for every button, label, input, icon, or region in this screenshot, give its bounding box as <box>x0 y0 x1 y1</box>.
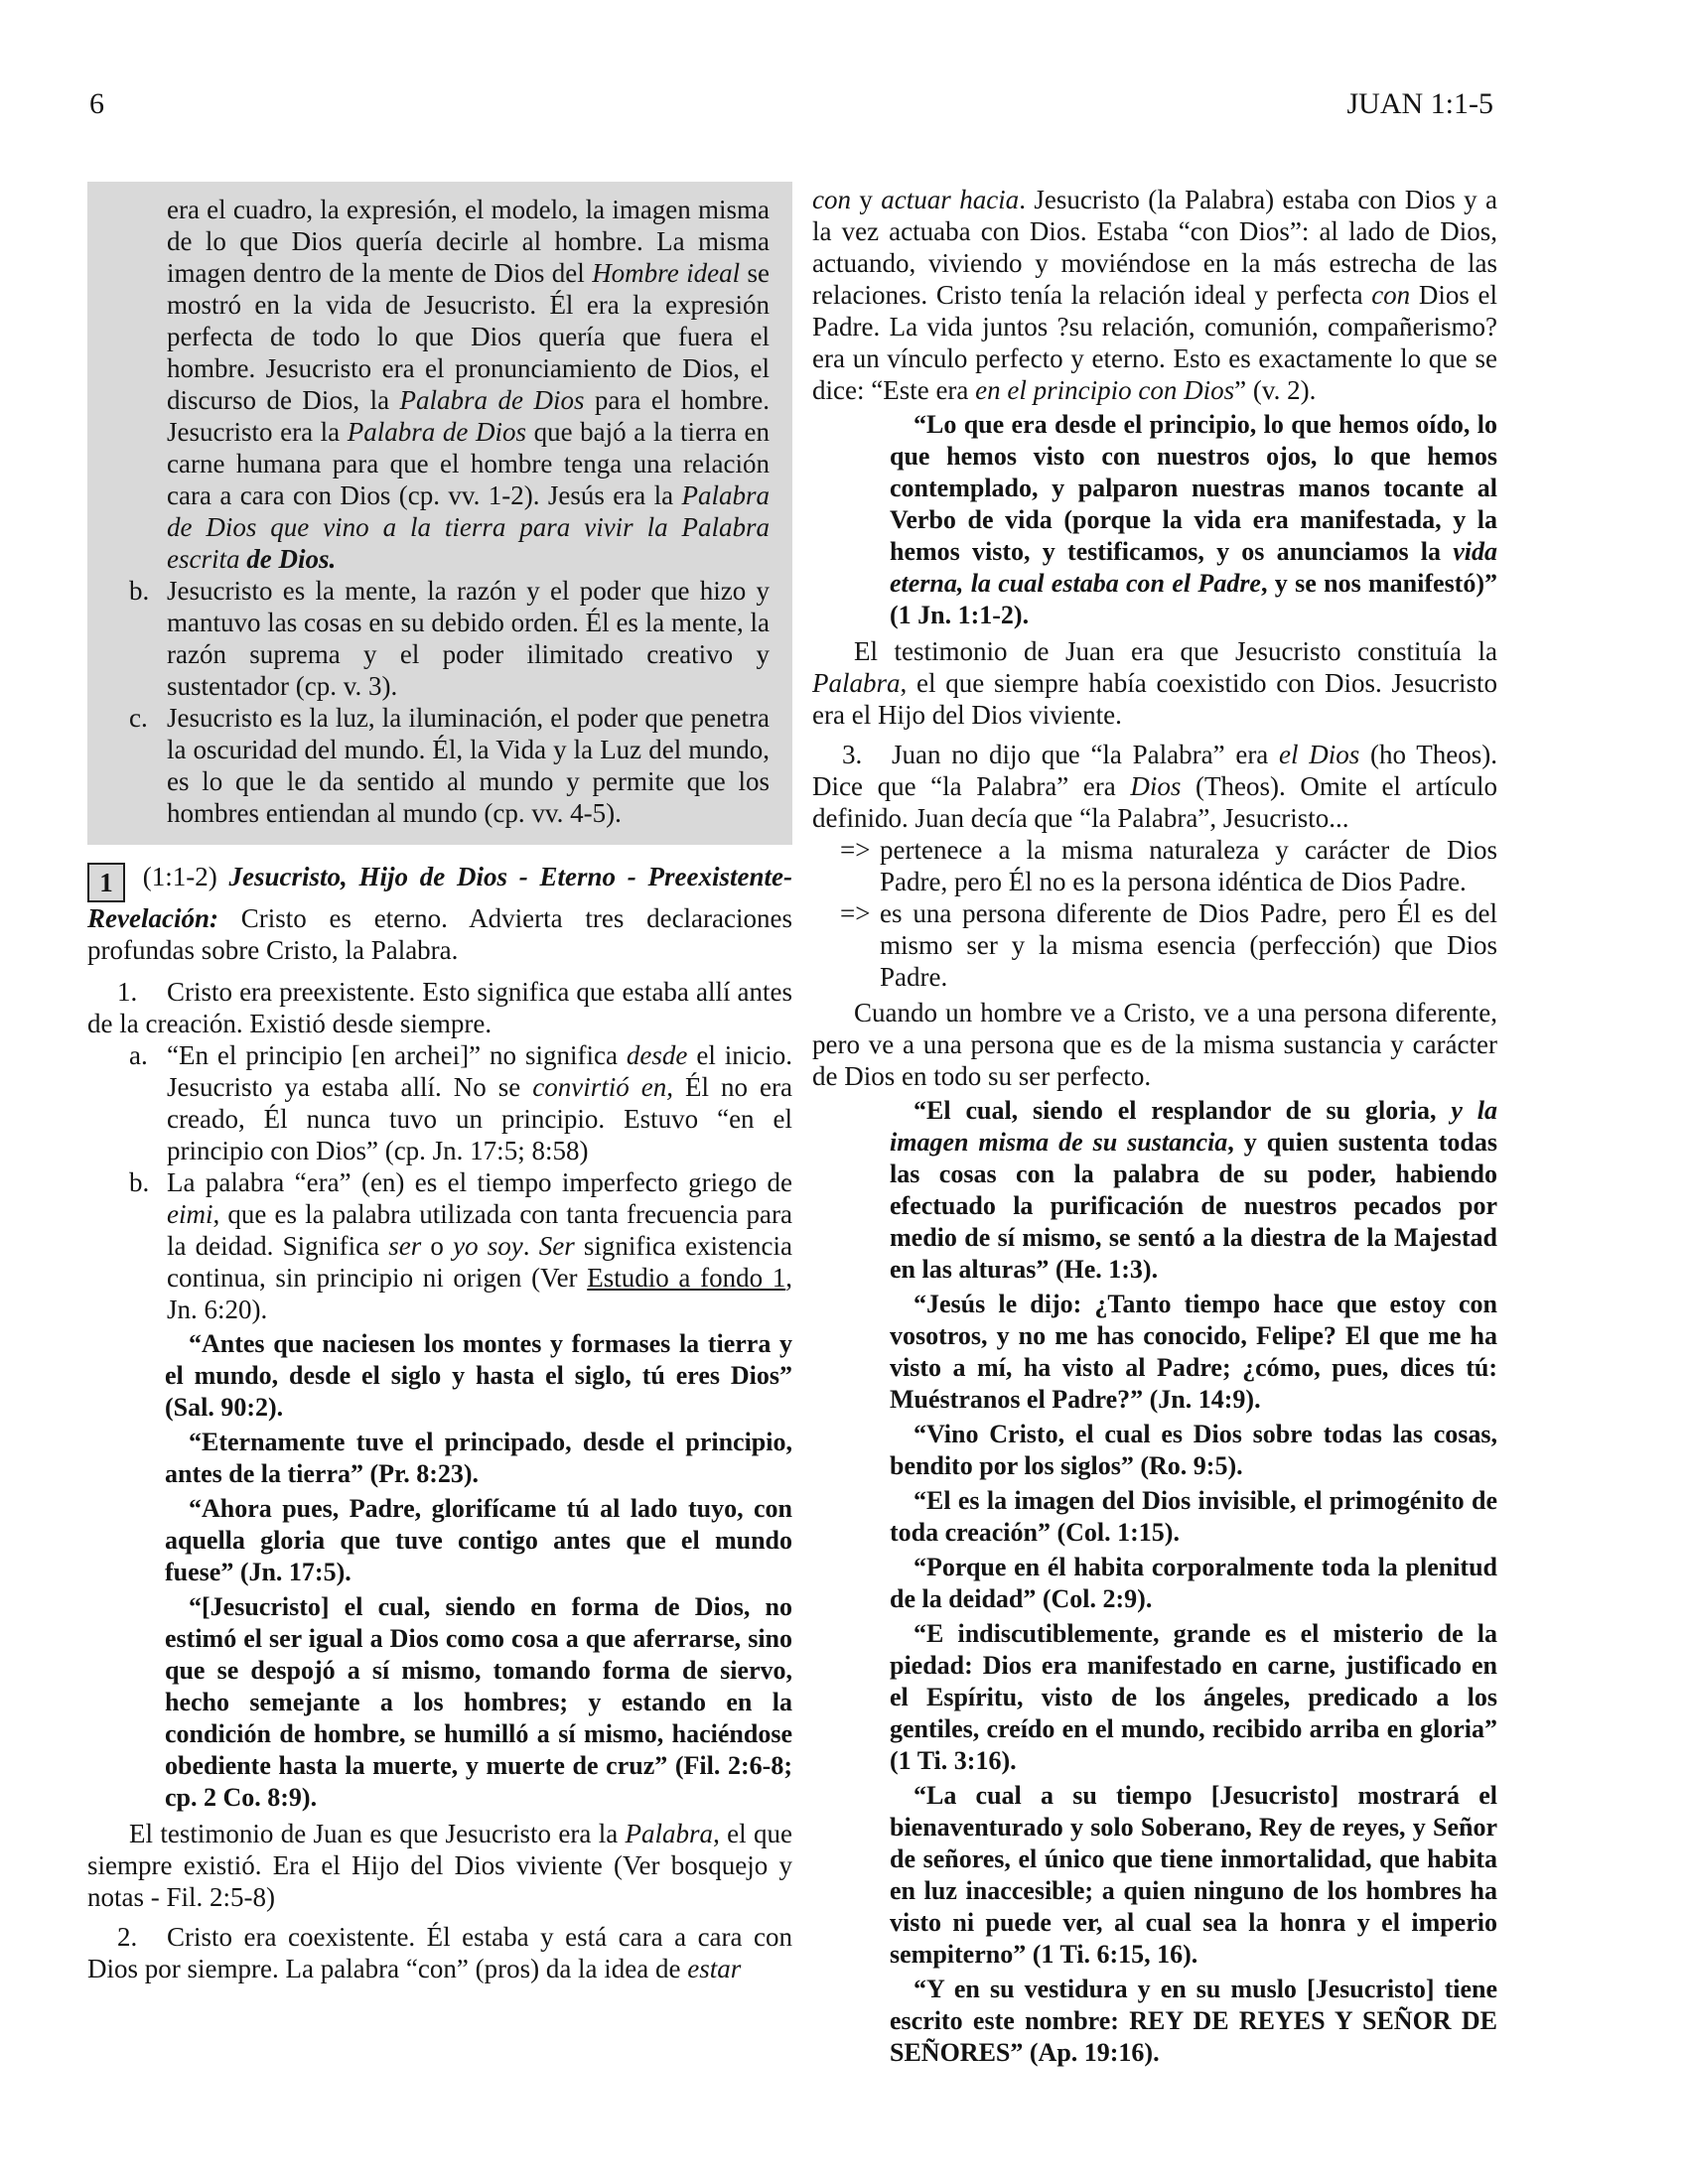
list-marker: b. <box>129 576 150 606</box>
scripture-quote <box>890 409 1497 631</box>
text-run: eimi <box>167 1199 213 1229</box>
scripture-quote <box>890 1552 1497 1615</box>
text-run: “El es la imagen del Dios invisible, el primogénito de toda creación” (Col. 1:15). <box>890 1486 1497 1547</box>
text-run: “[Jesucristo] el cual, siendo en forma de Dios, no estimó el ser igual a Dios como cosa a que aferrarse, sino que se despojó a sí mismo, tomando forma de siervo, hecho semejante a los hombres; y estando en la condición de hombre, se humilló a sí mismo, haciéndose obediente hasta la muerte, y muerte de cruz” (Fil. 2:6-8; cp. 2 Co. 8:9). <box>165 1592 792 1812</box>
text-run: , el que siempre había coexistido con Dios. Jesucristo era el Hijo del Dios viviente. <box>812 668 1497 730</box>
paragraph <box>812 184 1497 406</box>
scripture-quote <box>165 1493 792 1588</box>
text-run: yo soy <box>453 1231 523 1261</box>
text-run: , y quien sustenta todas las cosas con la palabra de su poder, habiendo efectuado la purificación de nuestros pecados por medio de sí mismo, se sentó a la diestra de la Majestad en las alturas” (He. 1:3). <box>890 1128 1497 1284</box>
text-run: pertenece a la misma naturaleza y carácter de Dios Padre, pero Él no es la persona idéntica de Dios Padre. <box>880 835 1497 896</box>
list-number: 1. <box>117 977 138 1007</box>
chapter-reference: JUAN 1:1-5 <box>1346 87 1493 120</box>
paragraph <box>812 997 1497 1092</box>
text-run: convirtió en, <box>532 1072 673 1102</box>
text-run: Él no era creado, Él nunca tuvo un principio. Estuvo “en el principio con Dios” (cp. Jn. 17:5; 8:58) <box>167 1072 793 1165</box>
scripture-quote <box>890 1485 1497 1549</box>
text-run: Ser <box>538 1231 575 1261</box>
text-run: actuar hacia <box>881 185 1020 214</box>
text-run: , el que siempre existió. Era el Hijo del Dios viviente (Ver bosquejo y notas - Fil. 2:5-8) <box>87 1819 792 1912</box>
text-run: “Y en su vestidura y en su muslo [Jesucristo] tiene escrito este nombre: REY DE REYES Y SEÑOR DE SEÑORES” (Ap. 19:16). <box>890 1975 1497 2067</box>
numbered-paragraph <box>87 1921 792 1984</box>
section-heading <box>87 861 792 966</box>
text-run: (1:1-2) <box>131 862 229 891</box>
right-column-content <box>812 184 1497 2069</box>
text-run: con <box>1371 280 1411 310</box>
scripture-quote <box>890 1419 1497 1482</box>
text-run: “Vino Cristo, el cual es Dios sobre todas las cosas, bendito por los siglos” (Ro. 9:5). <box>890 1420 1497 1480</box>
right-column <box>812 182 1497 2072</box>
numbered-paragraph <box>87 976 792 1039</box>
text-run: significa existencia continua, sin principio ni origen (Ver <box>167 1231 793 1293</box>
gray-box-content <box>129 194 770 829</box>
text-run: “En el principio [en archei]” no significa <box>167 1040 627 1070</box>
scripture-quote <box>890 1618 1497 1777</box>
scripture-quote <box>890 1974 1497 2069</box>
outline-item <box>129 1166 793 1325</box>
scripture-quote <box>165 1427 792 1490</box>
section-number-box: 1 <box>87 863 125 902</box>
list-number: 2. <box>117 1922 138 1952</box>
outline-item <box>840 897 1497 993</box>
text-run: Palabra de Dios <box>399 385 585 415</box>
text-run: . Jesucristo (la Palabra) estaba con Dios y a la vez actuaba con Dios. Estaba “con Dios”: al lado de Dios, actuando, viviendo y moviéndose en la más estrecha de las relaciones. Cristo tenía la relación ideal y perfecta <box>812 185 1498 310</box>
text-run: Cristo era coexistente. Él estaba y está cara a cara con Dios por siempre. La palabra “con” (pros) da la idea de <box>87 1922 792 1983</box>
outline-item <box>167 194 770 575</box>
text-run: Jesucristo, Hijo de Dios - Eterno - Preexistente- Revelación: <box>87 862 792 933</box>
scripture-quote <box>165 1328 792 1424</box>
list-marker: b. <box>129 1167 150 1197</box>
text-run: y la imagen misma de su sustancia <box>890 1096 1498 1157</box>
text-run: era el cuadro, la expresión, el modelo, la imagen misma de lo que Dios quería decirle al hombre. La misma imagen dentro de la mente de Dios del <box>167 195 770 288</box>
text-run: (Theos). Omite el artículo definido. Juan decía que “la Palabra”, Jesucristo... <box>812 771 1498 833</box>
text-run: Palabra de Dios <box>347 417 526 447</box>
outline-item <box>129 1039 793 1166</box>
text-run: , Jn. 6:20). <box>167 1263 792 1324</box>
text-run: ser <box>388 1231 422 1261</box>
text-run: o <box>421 1231 454 1261</box>
text-run: . <box>522 1231 539 1261</box>
text-run: “Ahora pues, Padre, glorifícame tú al lado tuyo, con aquella gloria que tuve contigo antes que el mundo fuese” (Jn. 17:5). <box>165 1494 792 1586</box>
paragraph <box>87 1818 792 1913</box>
scripture-quote <box>890 1095 1497 1286</box>
text-run: Dios el Padre. La vida juntos ?su relación, comunión, compañerismo? era un vínculo perfecto y eterno. Esto es exactamente lo que se dice: “Este era <box>812 280 1497 405</box>
numbered-paragraph <box>812 739 1497 834</box>
text-run: El testimonio de Juan es que Jesucristo era la <box>129 1819 626 1848</box>
text-run: Hombre ideal <box>592 258 741 288</box>
highlight-box <box>87 182 792 845</box>
text-run: con <box>812 185 851 214</box>
text-run: desde <box>626 1040 688 1070</box>
text-run: “El cual, siendo el resplandor de su gloria, <box>914 1096 1452 1125</box>
page-number: 6 <box>89 87 104 120</box>
text-run: “E indiscutiblemente, grande es el misterio de la piedad: Dios era manifestado en carne, justificado en el Espíritu, visto de los ángeles, predicado a los gentiles, creído en el mundo, recibido arriba en gloria” (1 Ti. 3:16). <box>890 1619 1497 1775</box>
text-run: Dios <box>1130 771 1182 801</box>
outline-item <box>129 575 770 702</box>
text-run: Jesucristo es la mente, la razón y el poder que hizo y mantuvo las cosas en su debido orden. Él es la mente, la razón suprema y el poder ilimitado creativo y sustentador (cp. v. 3). <box>167 576 770 701</box>
page-body <box>87 182 1497 2072</box>
text-run: Palabra de Dios que vino a la tierra para vivir la Palabra escrita <box>167 480 770 574</box>
text-run: Cristo es eterno. Advierta tres declaraciones profundas sobre Cristo, la Palabra. <box>87 903 792 965</box>
text-run: Jesucristo es la luz, la iluminación, el poder que penetra la oscuridad del mundo. Él, la Vida y la Luz del mundo, es lo que le da sentido al mundo y permite que los hombres entiendan al mundo (cp. vv. 4-5). <box>167 703 770 828</box>
text-run: de Dios. <box>246 544 337 574</box>
scripture-quote <box>890 1780 1497 1971</box>
text-run: estar <box>687 1954 742 1983</box>
scripture-quote <box>890 1289 1497 1416</box>
left-column-content <box>87 861 792 1984</box>
text-run: vida eterna, la cual estaba con el Padre <box>890 537 1497 598</box>
text-run: Palabra <box>625 1819 714 1848</box>
text-run: que bajó a la tierra en carne humana para que el hombre tenga una relación cara a cara con Dios (cp. vv. 1-2). Jesús era la <box>167 417 770 510</box>
text-run: “Porque en él habita corporalmente toda la plenitud de la deidad” (Col. 2:9). <box>890 1553 1497 1613</box>
list-marker: => <box>840 898 871 928</box>
text-run: ” (v. 2). <box>1234 375 1317 405</box>
text-run: Juan no dijo que “la Palabra” era <box>892 740 1280 769</box>
list-marker: a. <box>129 1040 148 1070</box>
list-marker: => <box>840 835 871 865</box>
text-run: , y se nos manifestó)” (1 Jn. 1:1-2). <box>890 569 1498 629</box>
left-column <box>87 182 792 2072</box>
text-run: La palabra “era” (en) es el tiempo imperfecto griego de <box>167 1167 792 1197</box>
text-run: “Lo que era desde el principio, lo que hemos oído, lo que hemos visto con nuestros ojos, lo que hemos contemplado, y palparon nuestras manos tocante al Verbo de vida (porque la vida era manifestada, y la hemos visto, y testificamos, y os anunciamos la <box>890 410 1497 566</box>
list-marker: c. <box>129 703 148 733</box>
paragraph <box>812 635 1497 731</box>
text-run: es una persona diferente de Dios Padre, pero Él es del mismo ser y la misma esencia (perfección) que Dios Padre. <box>880 898 1497 992</box>
text-run: “La cual a su tiempo [Jesucristo] mostrará el bienaventurado y solo Soberano, Rey de reyes, y Señor de señores, el único que tiene inmortalidad, que habita en luz inaccesible; a quien ninguno de los hombres ha visto ni puede ver, al cual sea la honra y el imperio sempiterno” (1 Ti. 6:15, 16). <box>890 1781 1497 1969</box>
text-run: Cristo era preexistente. Esto significa que estaba allí antes de la creación. Existió desde siempre. <box>87 977 792 1038</box>
text-run: “Eternamente tuve el principado, desde el principio, antes de la tierra” (Pr. 8:23). <box>165 1428 792 1488</box>
outline-item <box>129 702 770 829</box>
outline-item <box>840 834 1497 897</box>
text-run: “Jesús le dijo: ¿Tanto tiempo hace que estoy con vosotros, y no me has conocido, Felipe? El que me ha visto a mí, ha visto al Padre; ¿cómo, pues, dices tú: Muéstranos el Padre?” (Jn. 14:9). <box>890 1290 1497 1414</box>
text-run: Palabra <box>812 668 901 698</box>
text-run: se mostró en la vida de Jesucristo. Él era la expresión perfecta de todo lo que Dios quería que fuera el hombre. Jesucristo era el pronunciamiento de Dios, el discurso de Dios, la <box>167 258 770 415</box>
text-run: y <box>850 185 882 214</box>
text-run: para el hombre. Jesucristo era la <box>167 385 770 447</box>
text-run: El testimonio de Juan era que Jesucristo constituía la <box>854 636 1497 666</box>
text-run: el Dios <box>1279 740 1360 769</box>
scripture-quote <box>165 1591 792 1814</box>
text-run: “Antes que naciesen los montes y formases la tierra y el mundo, desde el siglo y hasta el siglo, tú eres Dios” (Sal. 90:2). <box>165 1329 792 1422</box>
running-header <box>89 87 1493 121</box>
text-run: , que es la palabra utilizada con tanta frecuencia para la deidad. Significa <box>167 1199 792 1261</box>
list-number: 3. <box>842 740 863 769</box>
text-run: en el principio con Dios <box>975 375 1235 405</box>
cross-reference: Estudio a fondo 1 <box>587 1263 786 1293</box>
text-run: Cuando un hombre ve a Cristo, ve a una persona diferente, pero ve a una persona que es de la misma sustancia y carácter de Dios en todo su ser perfecto. <box>812 998 1497 1091</box>
text-run: (ho Theos). Dice que “la Palabra” era <box>812 740 1497 801</box>
text-run: el inicio. Jesucristo ya estaba allí. No se <box>167 1040 792 1102</box>
